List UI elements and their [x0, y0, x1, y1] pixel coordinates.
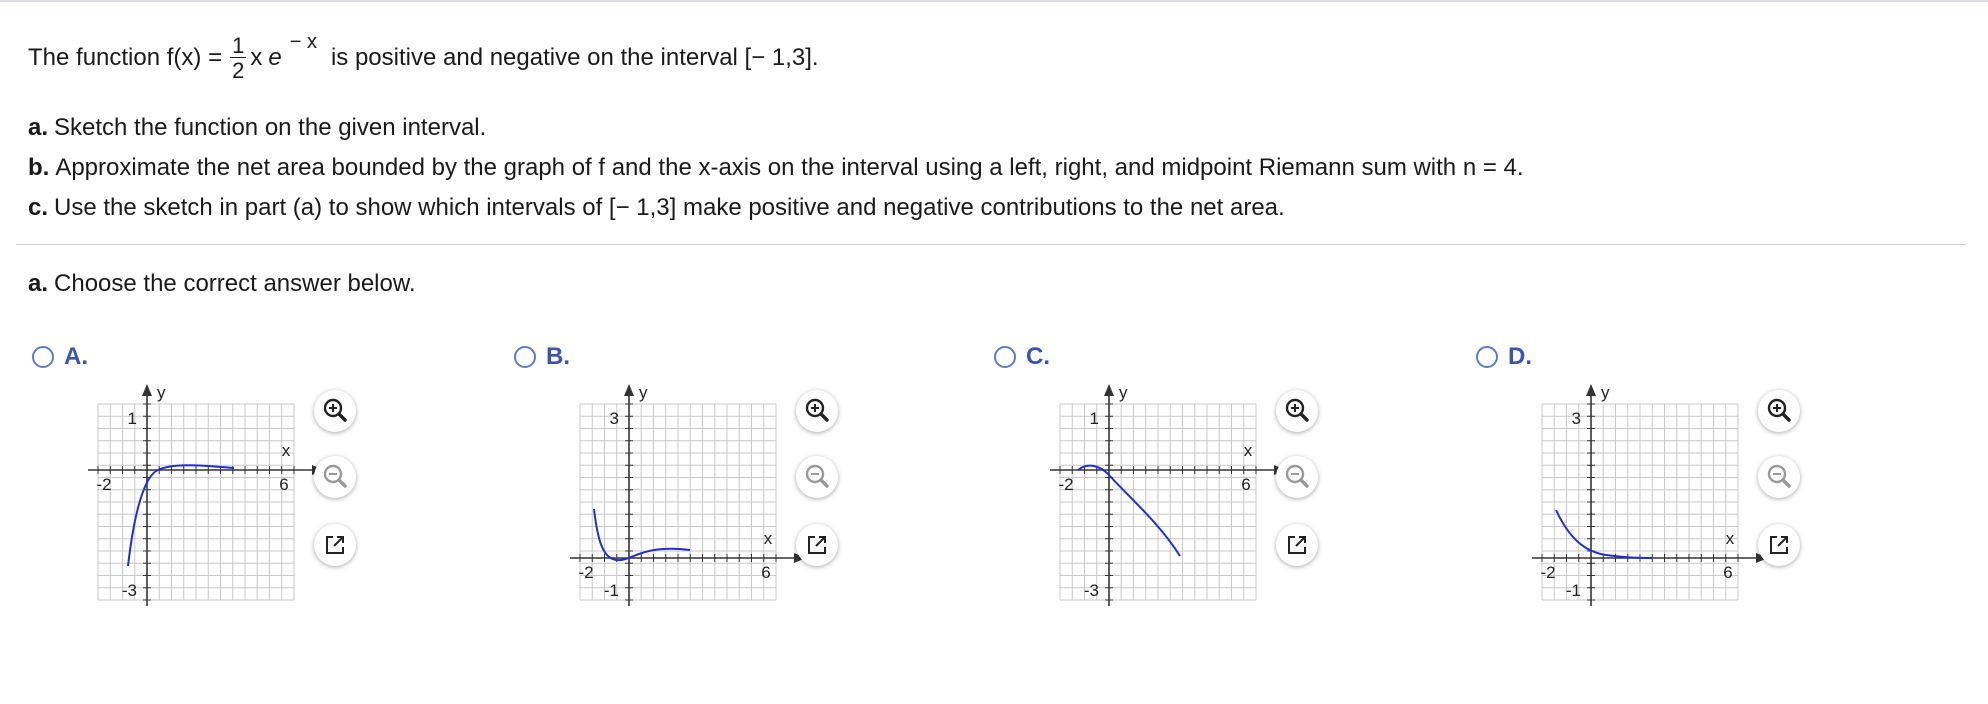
fraction-numerator: 1 [232, 32, 245, 58]
option-c-open-window-button[interactable] [1276, 524, 1318, 566]
zoom-in-icon [1758, 390, 1800, 432]
option-b-label: B. [546, 343, 570, 370]
zoom-in-icon [796, 390, 838, 432]
option-d-zoom-out-button[interactable] [1758, 456, 1800, 498]
option-c-header[interactable] [990, 340, 1460, 374]
option-b-open-window-button[interactable] [796, 524, 838, 566]
grid-lines [580, 404, 776, 600]
zoom-out-icon [314, 456, 356, 498]
option-c-graph [1020, 382, 1290, 622]
part-c: c. Use the sketch in part (a) to show which intervals of [− 1,3] make positive and negative contributions to the net area. [28, 194, 1285, 221]
option-a-open-window-button[interactable] [314, 524, 356, 566]
question-parts [28, 108, 1524, 228]
open-new-window-icon [1276, 524, 1318, 566]
y-min-tick-label: -3 [121, 581, 137, 600]
option-d[interactable] [1472, 340, 1942, 630]
option-d-label: D. [1508, 343, 1532, 370]
y-axis-arrow [1104, 384, 1114, 396]
y-axis-label: y [157, 383, 166, 402]
zoom-in-icon [1276, 390, 1318, 432]
part-b: b. Approximate the net area bounded by the graph of f and the x-axis on the interval using a left, right, and midpoint Riemann sum with n = 4. [28, 154, 1524, 181]
y-min-tick-label: -3 [1083, 581, 1099, 600]
zoom-out-icon [1758, 456, 1800, 498]
option-a[interactable] [28, 340, 498, 630]
fraction-denominator: 2 [232, 57, 245, 83]
function-curve [594, 509, 690, 560]
x-min-tick-label: -2 [578, 563, 594, 582]
y-axis-label: y [1119, 383, 1128, 402]
y-max-tick-label: 1 [1089, 409, 1099, 428]
option-d-header[interactable] [1472, 340, 1942, 374]
x-min-tick-label: -2 [1058, 475, 1074, 494]
function-curve [1078, 466, 1180, 556]
x-max-tick-label: 6 [279, 475, 289, 494]
top-border [0, 0, 1988, 2]
part-a: a. Sketch the function on the given interval. [28, 114, 487, 141]
x-max-tick-label: 6 [1723, 563, 1733, 582]
option-b-header[interactable] [510, 340, 980, 374]
option-a-header[interactable] [28, 340, 498, 374]
x-axis-label: x [281, 441, 291, 460]
open-new-window-icon [1758, 524, 1800, 566]
option-c-label: C. [1026, 343, 1050, 370]
y-min-tick-label: -1 [603, 581, 619, 600]
y-axis-arrow [1586, 384, 1596, 396]
option-d-radio[interactable] [1476, 346, 1498, 368]
option-b-radio[interactable] [514, 346, 536, 368]
x-axis-label: x [1243, 441, 1253, 460]
question-intro: The function f(x) = [28, 44, 223, 71]
x-max-tick-label: 6 [761, 563, 771, 582]
exponent: − x [289, 30, 317, 53]
option-a-radio[interactable] [32, 346, 54, 368]
section-divider [16, 244, 1966, 245]
x-min-tick-label: -2 [96, 475, 112, 494]
option-b-zoom-in-button[interactable] [796, 390, 838, 432]
option-b-graph [540, 382, 810, 622]
question-rest: is positive and negative on the interval [− 1,3]. [330, 44, 819, 71]
y-max-tick-label: 3 [609, 409, 619, 428]
option-b-zoom-out-button[interactable] [796, 456, 838, 498]
y-axis-label: y [639, 383, 648, 402]
e-variable: e [268, 44, 282, 71]
x-max-tick-label: 6 [1241, 475, 1251, 494]
option-d-zoom-in-button[interactable] [1758, 390, 1800, 432]
option-c-zoom-in-button[interactable] [1276, 390, 1318, 432]
option-d-open-window-button[interactable] [1758, 524, 1800, 566]
y-min-tick-label: -1 [1565, 581, 1581, 600]
zoom-out-icon [796, 456, 838, 498]
x-variable: x [250, 44, 263, 71]
fraction [230, 32, 246, 83]
question-text [28, 24, 1524, 228]
option-a-graph [58, 382, 328, 622]
answer-prompt: a. Choose the correct answer below. [28, 270, 416, 297]
option-a-label: A. [64, 343, 88, 370]
option-a-zoom-out-button[interactable] [314, 456, 356, 498]
option-c-zoom-out-button[interactable] [1276, 456, 1318, 498]
x-min-tick-label: -2 [1540, 563, 1556, 582]
option-c[interactable] [990, 340, 1460, 630]
y-axis-label: y [1601, 383, 1610, 402]
option-b[interactable] [510, 340, 980, 630]
grid-lines [1060, 404, 1256, 600]
zoom-in-icon [314, 390, 356, 432]
grid-lines [98, 404, 294, 600]
open-new-window-icon [796, 524, 838, 566]
y-axis-arrow [624, 384, 634, 396]
y-max-tick-label: 3 [1571, 409, 1581, 428]
option-d-graph [1502, 382, 1772, 622]
open-new-window-icon [314, 524, 356, 566]
y-max-tick-label: 1 [127, 409, 137, 428]
x-axis-label: x [1725, 529, 1735, 548]
option-a-zoom-in-button[interactable] [314, 390, 356, 432]
question-statement [28, 24, 1524, 92]
option-c-radio[interactable] [994, 346, 1016, 368]
x-axis-label: x [763, 529, 773, 548]
y-axis-arrow [142, 384, 152, 396]
grid-lines [1542, 404, 1738, 600]
zoom-out-icon [1276, 456, 1318, 498]
